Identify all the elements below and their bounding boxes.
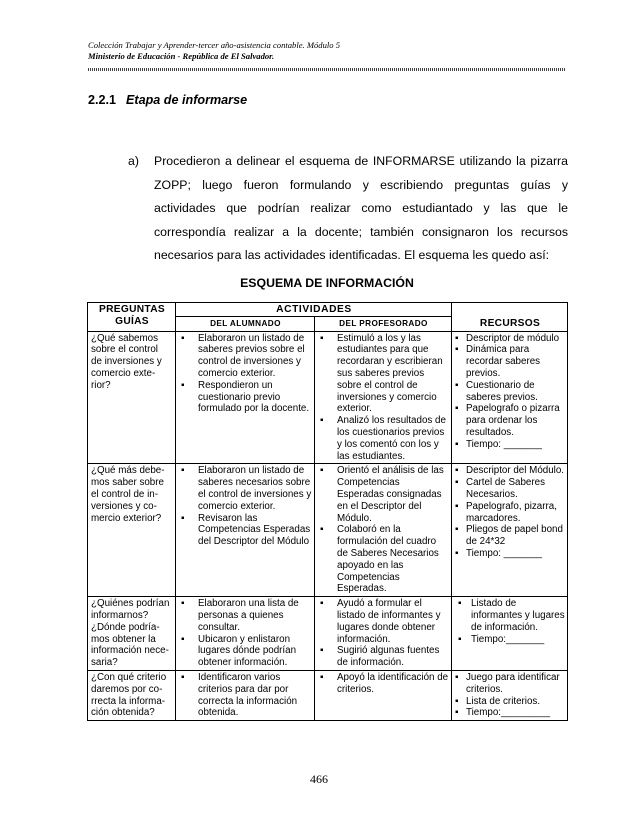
recursos-cell [452,331,568,464]
table-row [88,670,568,720]
section-number: 2.2.1 [88,93,117,107]
table-row [88,597,568,671]
recursos-cell [452,464,568,597]
recursos-cell [452,670,568,720]
paragraph-label: a) [128,154,139,168]
header-actividades: ACTIVIDADES [176,303,452,317]
list-item: ▪ Tiempo:_______ [455,634,565,646]
alumnado-cell [176,464,315,597]
page-number: 466 [310,772,328,786]
section-heading [88,93,247,107]
list-item: ▪ Sugirió algunas fuentes de información. [318,645,449,669]
list-item: ▪ Listado de informantes y lugares de información. [455,598,565,633]
list-item: ▪ Tiempo: _______ [455,439,565,451]
list-item: ▪ Elaboraron una lista de personas a quienes consultar. [179,598,312,633]
list-item: ▪ Tiempo: _______ [455,548,565,560]
header-line-1: Colección Trabajar y Aprender-tercer año-asistencia contable. Módulo 5 [88,40,341,50]
list-item: ▪ Ubicaron y enlistaron lugares dónde podrían obtener información. [179,634,312,669]
list-item: ▪ Elaboraron un listado de saberes necesarios sobre el control de inversiones y comercio exterior. [179,465,312,512]
header-line-2: Ministerio de Educación - República de El Salvador. [88,51,275,61]
section-title: Etapa de informarse [126,93,248,107]
header-alumnado: DEL ALUMNADO [176,316,315,331]
list-item: ▪ Pliegos de papel bond de 24*32 [455,524,565,548]
profesorado-cell [315,331,452,464]
list-item: ▪ Papelografo, pizarra, marcadores. [455,501,565,525]
list-item: ▪ Descriptor del Módulo. [455,465,565,477]
question-cell: ¿Con qué criterio daremos por co- rrecta la informa- ción obtenida? [88,670,176,720]
list-item: ▪ Orientó el análisis de las Competencias Esperadas consignadas en el Descriptor del Módulo. [318,465,449,524]
list-item: ▪ Descriptor de módulo [455,333,565,345]
list-item: ▪ Elaboraron un listado de saberes previos sobre el control de inversiones y comercio exterior. [179,333,312,380]
list-item: ▪ Apoyó la identificación de criterios. [318,672,449,696]
header-profesorado: DEL PROFESORADO [315,316,452,331]
list-item: ▪ Ayudó a formular el listado de informantes y lugares donde obtener información. [318,598,449,645]
list-item: ▪ Cuestionario de saberes previos. [455,380,565,404]
alumnado-cell [176,670,315,720]
list-item: ▪ Tiempo:_________ [455,707,565,719]
profesorado-cell [315,597,452,671]
profesorado-cell [315,464,452,597]
list-item: ▪ Respondieron un cuestionario previo formulado por la docente. [179,380,312,415]
alumnado-cell [176,331,315,464]
question-cell: ¿Qué sabemos sobre el control de inversiones y comercio exte- rior? [88,331,176,464]
table-row [88,464,568,597]
list-item: ▪ Estimuló a los y las estudiantes para que recordaran y escribieran sus saberes previos sobre el control de inversiones y comercio exterior. [318,333,449,416]
header-preguntas: PREGUNTAS GUÍAS [88,303,176,332]
header-recursos: RECURSOS [452,303,568,332]
running-header [88,40,340,62]
alumnado-cell [176,597,315,671]
table-row [88,331,568,464]
list-item: ▪ Juego para identificar criterios. [455,672,565,696]
schema-title: ESQUEMA DE INFORMACIÓN [240,276,414,290]
list-item: ▪ Revisaron las Competencias Esperadas del Descriptor del Módulo [179,513,312,548]
paragraph-a [128,150,568,268]
list-item: ▪ Lista de criterios. [455,696,565,708]
list-item: ▪ Papelografo o pizarra para ordenar los resultados. [455,403,565,438]
list-item: ▪ Cartel de Saberes Necesarios. [455,477,565,501]
list-item: ▪ Analizó los resultados de los cuestionarios previos y los comentó con los y las estudiantes. [318,415,449,462]
list-item: ▪ Identificaron varios criterios para dar por correcta la información obtenida. [179,672,312,719]
recursos-cell [452,597,568,671]
paragraph-text: Procedieron a delinear el esquema de INFORMARSE utilizando la pizarra ZOPP; luego fueron formulando y escribiendo preguntas guías y actividades que podrían realizar como estudiantado y las que le correspondía realizar a la docente; también consignaron los recursos necesarios para las actividades identificadas. El esquema les quedo así: [154,154,568,263]
schema-table [87,302,568,721]
list-item: ▪ Colaboró en la formulación del cuadro de Saberes Necesarios apoyado en las Competencias Esperadas. [318,524,449,595]
header-rule [88,68,566,71]
question-cell: ¿Quiénes podrían informarnos? ¿Dónde podría- mos obtener la información nece- saria? [88,597,176,671]
list-item: ▪ Dinámica para recordar saberes previos. [455,344,565,379]
profesorado-cell [315,670,452,720]
question-cell: ¿Qué más debe- mos saber sobre el control de in- versiones y co- mercio exterior? [88,464,176,597]
